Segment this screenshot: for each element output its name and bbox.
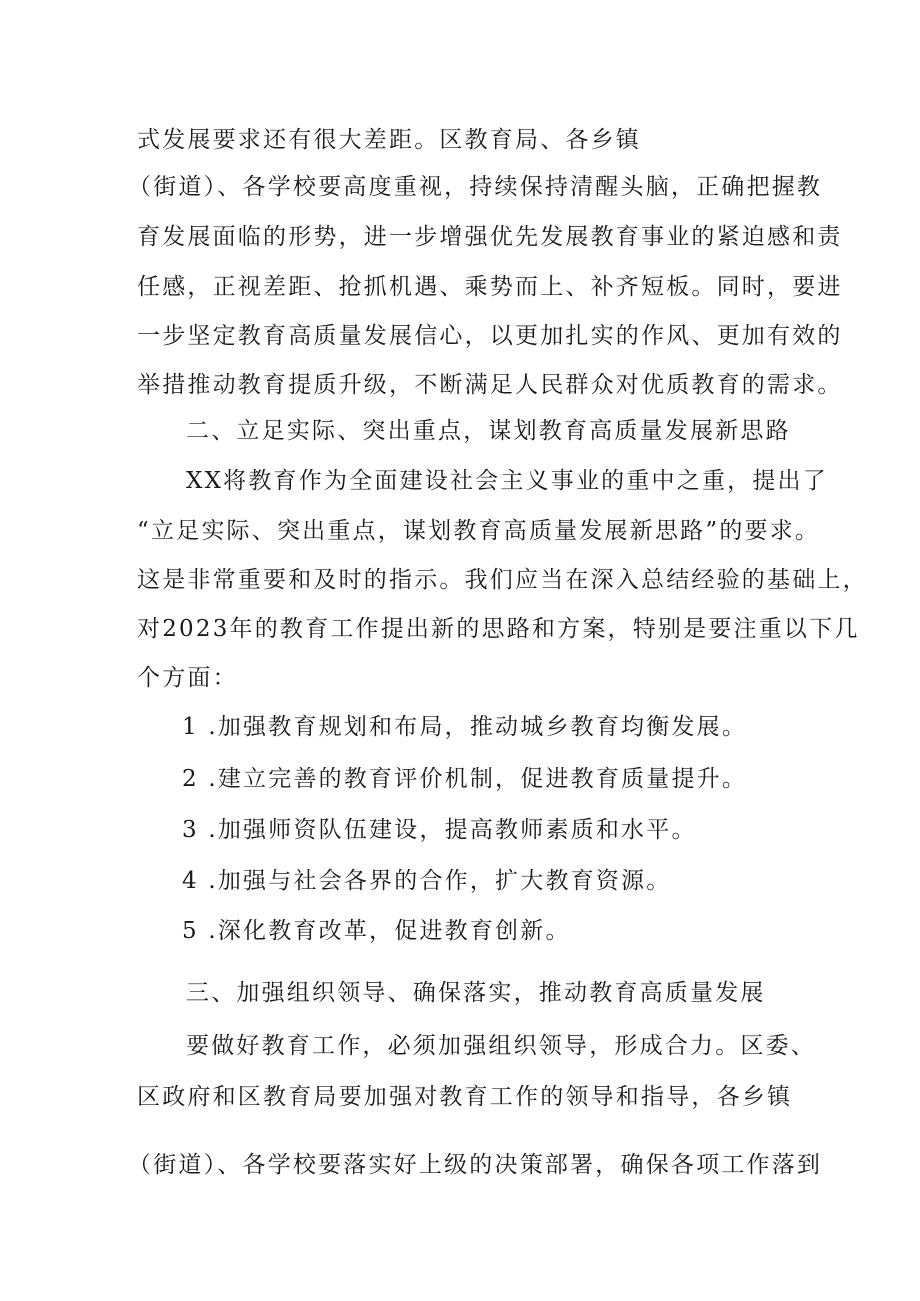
list-item: 2 .建立完善的教育评价机制，促进教育质量提升。	[182, 766, 748, 792]
paragraph-line: 一步坚定教育高质量发展信心，以更加扎实的作风、更加有效的	[137, 323, 843, 349]
list-item: 5 .深化教育改革，促进教育创新。	[182, 918, 571, 944]
paragraph-line: XX将教育作为全面建设社会主义事业的重中之重，提出了	[186, 468, 828, 494]
paragraph-line: 任感，正视差距、抢抓机遇、乘势而上、补齐短板。同时，要进	[137, 274, 843, 300]
list-item: 4 .加强与社会各界的合作，扩大教育资源。	[182, 868, 672, 894]
list-item: 1 .加强教育规划和布局，推动城乡教育均衡发展。	[182, 714, 748, 740]
paragraph-line: 育发展面临的形势，进一步增强优先发展教育事业的紧迫感和责	[137, 224, 843, 250]
list-item: 3 .加强师资队伍建设，提高教师素质和水平。	[182, 817, 697, 843]
section-heading: 三、加强组织领导、确保落实，推动教育高质量发展	[186, 980, 766, 1006]
paragraph-line: 式发展要求还有很大差距。区教育局、各乡镇	[137, 127, 641, 153]
paragraph-line: 这是非常重要和及时的指示。我们应当在深入总结经验的基础上，	[137, 567, 868, 593]
paragraph-line: “立足实际、突出重点，谋划教育高质量发展新思路”的要求。	[137, 518, 821, 544]
section-heading: 二、立足实际、突出重点，谋划教育高质量发展新思路	[186, 418, 791, 444]
paragraph-line: （街道）、各学校要落实好上级的决策部署，确保各项工作落到	[128, 1152, 823, 1178]
paragraph-line: 个方面：	[137, 665, 238, 691]
paragraph-line: 举措推动教育提质升级，不断满足人民群众对优质教育的需求。	[137, 372, 843, 398]
paragraph-line: 对2023年的教育工作提出新的思路和方案，特别是要注重以下几	[137, 616, 860, 642]
paragraph-line: 区政府和区教育局要加强对教育工作的领导和指导，各乡镇	[137, 1084, 793, 1110]
paragraph-line: 要做好教育工作，必须加强组织领导，形成合力。区委、	[186, 1033, 816, 1059]
paragraph-line: （街道）、各学校要高度重视，持续保持清醒头脑，正确把握教	[128, 174, 823, 200]
